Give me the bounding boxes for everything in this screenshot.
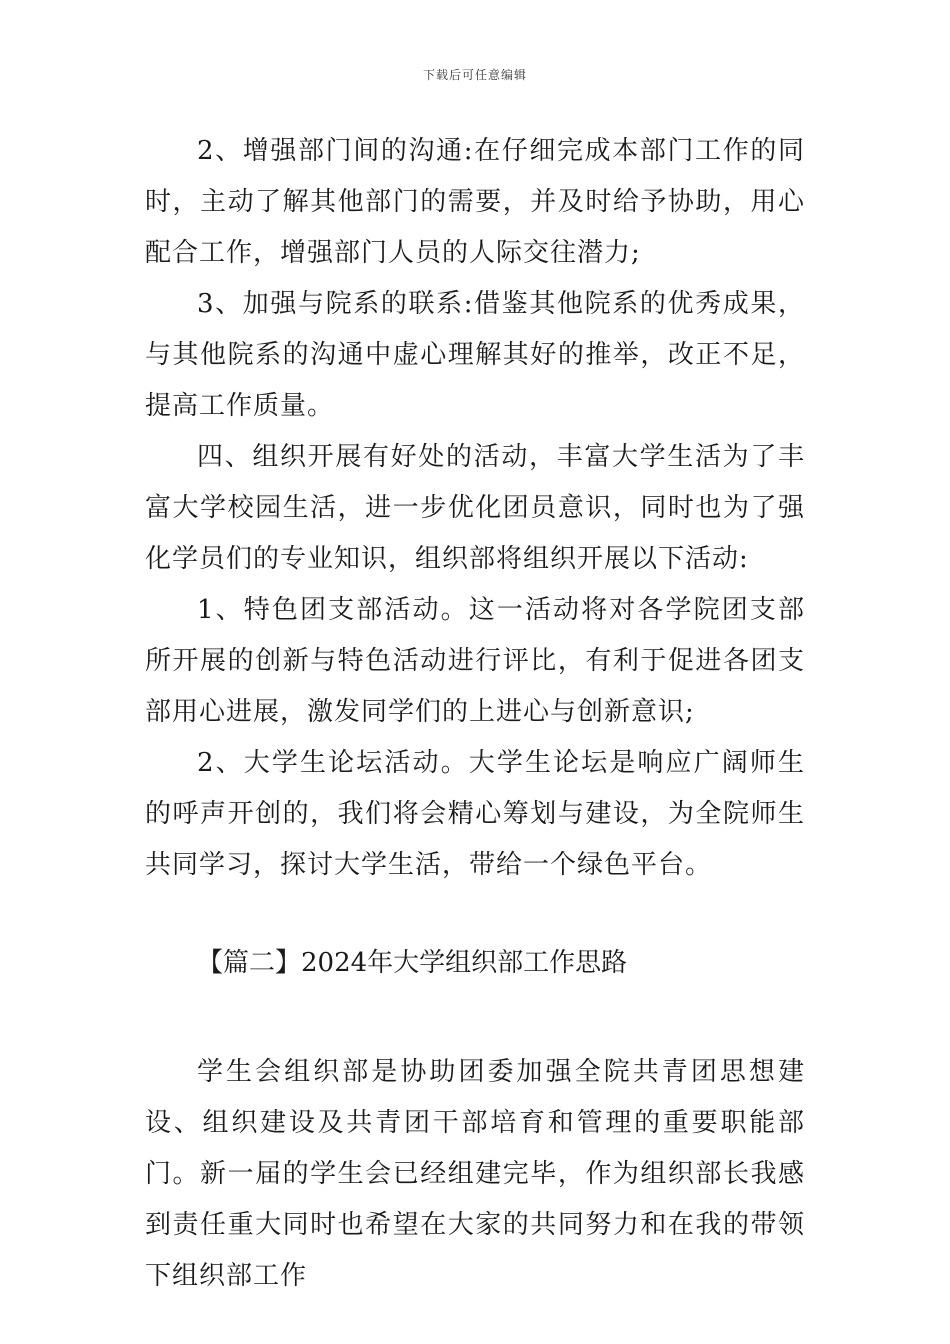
paragraph-branch-activity: 1、特色团支部活动。这一活动将对各学院团支部所开展的创新与特色活动进行评比，有利于促进各团支部用心进展，激发同学们的上进心与创新意识; (145, 595, 805, 727)
paragraph-activities-intro: 四、组织开展有好处的活动，丰富大学生活为了丰富大学校园生活，进一步优化团员意识，同时也为了强化学员们的专业知识，组织部将组织开展以下活动: (145, 442, 805, 574)
paragraph-organization-intro: 学生会组织部是协助团委加强全院共青团思想建设、组织建设及共青团干部培育和管理的重要职能部门。新一届的学生会已经组建完毕，作为组织部长我感到责任重大同时也希望在大家的共同努力和在我的带领下组织部工作 (145, 1057, 805, 1291)
document-body (145, 126, 805, 1302)
page-header-note: 下载后可任意编辑 (422, 68, 527, 82)
paragraph-department-contact: 3、加强与院系的联系:借鉴其他院系的优秀成果，与其他院系的沟通中虚心理解其好的推举，改正不足，提高工作质量。 (145, 289, 805, 421)
paragraph-communication: 2、增强部门间的沟通:在仔细完成本部门工作的同时，主动了解其他部门的需要，并及时给予协助，用心配合工作，增强部门人员的人际交往潜力; (145, 136, 805, 268)
paragraph-forum-activity: 2、大学生论坛活动。大学生论坛是响应广阔师生的呼声开创的，我们将会精心筹划与建设，为全院师生共同学习，探讨大学生活，带给一个绿色平台。 (145, 748, 805, 880)
section-heading: 【篇二】2024年大学组织部工作思路 (197, 948, 628, 978)
